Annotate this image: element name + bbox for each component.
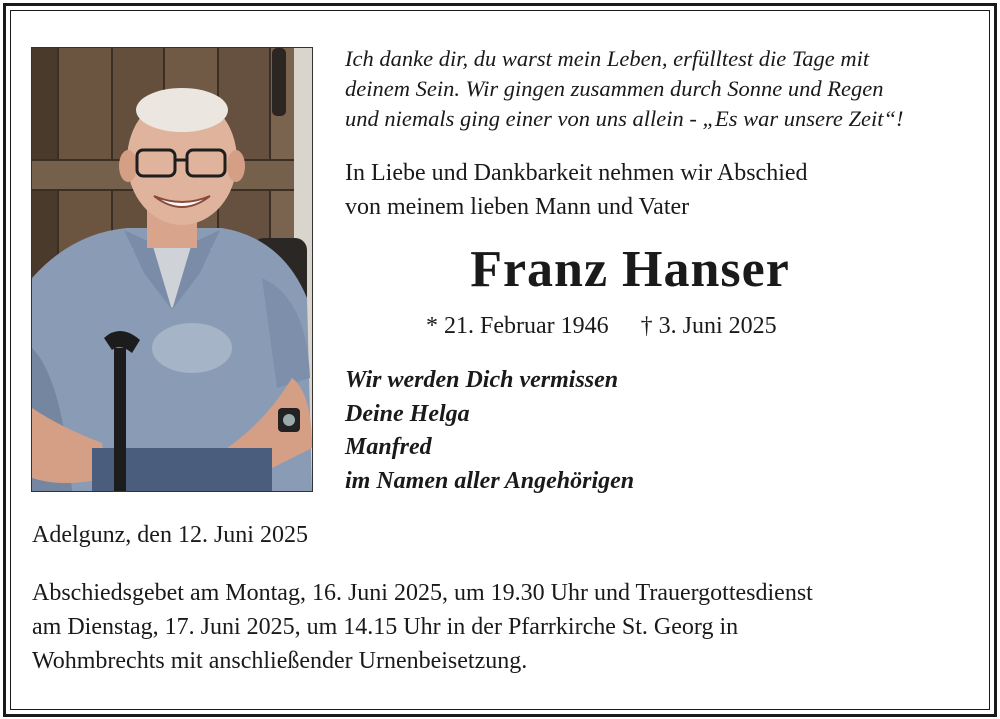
poem-line: und niemals ging einer von uns allein - „Es war unsere Zeit“! [345,106,904,131]
poem-line: Ich danke dir, du warst mein Leben, erfülltest die Tage mit [345,46,870,71]
intro-line: In Liebe und Dankbarkeit nehmen wir Abschied [345,160,808,186]
service-line: Abschiedsgebet am Montag, 16. Juni 2025, um 19.30 Uhr und Trauergottesdienst [32,580,813,606]
mourners-signature [345,364,945,498]
service-details [32,576,982,678]
signer-line: Wir werden Dich vermissen [345,367,619,393]
signer-line: im Namen aller Angehörigen [345,467,635,494]
service-line: Wohmbrechts mit anschließender Urnenbeisetzung. [32,648,528,674]
death-date: † 3. Juni 2025 [640,313,777,339]
deceased-name: Franz Hanser [470,241,790,298]
memorial-poem [345,44,985,134]
signer-line: Manfred [345,434,432,460]
farewell-intro [345,156,965,224]
life-dates [426,310,777,342]
birth-date: * 21. Februar 1946 [426,313,609,339]
place-and-date: Adelgunz, den 12. Juni 2025 [32,522,308,548]
intro-line: von meinem lieben Mann und Vater [345,194,690,220]
signer-line: Deine Helga [345,400,470,427]
portrait-photo [31,47,313,492]
poem-line: deinem Sein. Wir gingen zusammen durch Sonne und Regen [345,76,884,101]
service-line: am Dienstag, 17. Juni 2025, um 14.15 Uhr in der Pfarrkirche St. Georg in [32,614,739,640]
